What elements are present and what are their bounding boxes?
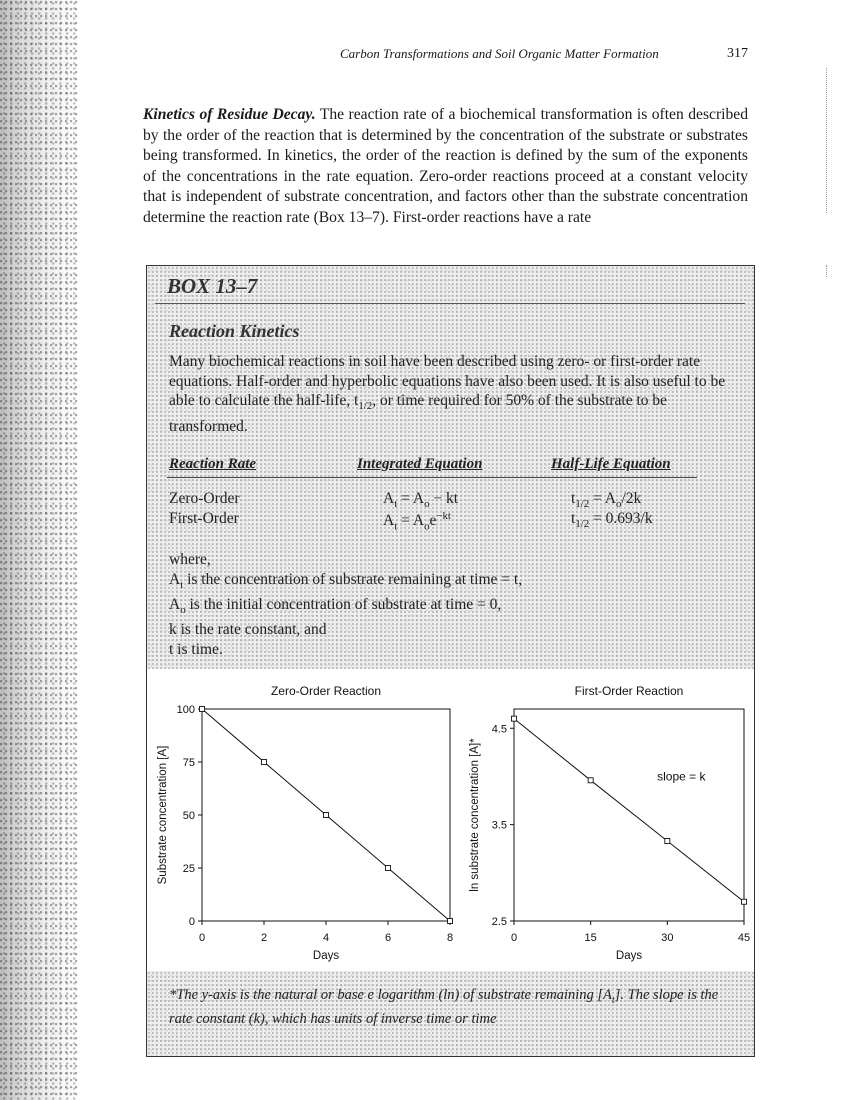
box-label: BOX 13–7 [167, 274, 258, 298]
eq-part: e [429, 512, 437, 530]
chart-title: Zero-Order Reaction [270, 684, 382, 698]
table-cell-halflife [571, 510, 653, 530]
y-tick-label: 100 [176, 704, 195, 716]
page-binding-shadow [0, 0, 78, 1100]
y-tick-label: 25 [182, 863, 195, 875]
eq-sup: −kt [436, 510, 451, 522]
box-footnote [169, 986, 739, 1029]
plot-frame [514, 709, 744, 921]
table-header-halflife: Half-Life Equation [551, 456, 671, 472]
data-point [742, 899, 747, 904]
footnote-sub: t [611, 994, 615, 1006]
table-cell-halflife [571, 490, 641, 510]
data-point [665, 839, 670, 844]
series-line [514, 719, 744, 902]
table-header-integrated: Integrated Equation [357, 456, 483, 472]
x-tick-label: 4 [322, 932, 330, 944]
data-point [200, 707, 205, 712]
x-tick-label: 2 [260, 932, 268, 944]
running-title: Carbon Transformations and Soil Organic Matter Formation [340, 46, 659, 61]
table-cell-equation [383, 510, 451, 532]
definition-k: k is the rate constant, and [169, 621, 327, 639]
table-cell-rate: First-Order [169, 510, 239, 527]
x-axis-label: Days [312, 950, 340, 962]
data-point [512, 716, 517, 721]
x-tick-label: 8 [446, 932, 454, 944]
hl-part: /2k [621, 490, 642, 507]
def-text: is the concentration of substrate remaining at time = t, [183, 571, 523, 588]
hl-part: t [571, 490, 576, 507]
data-point [448, 919, 453, 924]
paragraph-text: The reaction rate of a biochemical transformation is often described by the order of the reaction that is determined by the concentration of the substrate or substrates being transformed. In kinetics, the order of the reaction is defined by the sum of the exponents of the concentrations in the rate equation. Zero-order reactions proceed at a constant velocity that is independent of substrate concentration, and factors other than the substrate concentration determine the reaction rate (Box 13–7). First-order reactions have a rate [143, 106, 748, 226]
def-sub: o [180, 604, 186, 617]
intro-text-end: , or time required for 50% of the substrate to be transformed. [169, 392, 668, 435]
table-header-rate: Reaction Rate [169, 456, 257, 472]
margin-marks [826, 265, 829, 277]
def-text: is the initial concentration of substrate at time = 0, [185, 596, 502, 614]
hl-part: = 0.693/k [589, 510, 653, 527]
intro-sub: 1/2 [358, 400, 373, 413]
y-axis-label: Substrate concentration [A] [157, 745, 169, 885]
x-tick-label: 6 [384, 932, 392, 944]
definition-at [169, 570, 729, 595]
def-sub: t [180, 579, 184, 592]
charts-figure [147, 671, 754, 971]
eq-part: − kt [429, 490, 459, 507]
y-tick-label: 75 [182, 757, 195, 769]
hl-part: t [571, 510, 576, 527]
chart-zero-order [157, 684, 453, 962]
x-tick-label: 0 [198, 932, 206, 944]
hl-sub: 1/2 [575, 518, 590, 531]
box-heading: Reaction Kinetics [169, 321, 300, 341]
definition-ao [169, 595, 729, 620]
hl-sub: 1/2 [575, 498, 590, 511]
eq-part: = A [397, 490, 425, 507]
y-axis-label: ln substrate concentration [A]* [469, 738, 481, 892]
x-tick-label: 0 [510, 932, 518, 944]
eq-sub: t [394, 520, 398, 533]
where-label: where, [169, 551, 211, 568]
footnote-text-end: ]. The slope is the rate constant (k), which has units of inverse time or time [169, 987, 719, 1027]
eq-part: A [383, 512, 395, 530]
data-point [386, 866, 391, 871]
box-divider [155, 303, 745, 304]
def-symbol: A [169, 596, 181, 614]
data-point [324, 813, 329, 818]
paragraph-lead: Kinetics of Residue Decay. [143, 106, 316, 123]
y-tick-label: 4.5 [491, 723, 507, 736]
data-point [262, 760, 267, 765]
eq-part: A [383, 490, 395, 507]
data-point [588, 778, 593, 783]
x-tick-label: 45 [737, 932, 751, 944]
eq-part: = A [397, 512, 425, 530]
chart-first-order [469, 684, 750, 962]
footnote-text: *The y-axis is the natural or base e logarithm (ln) of substrate remaining [A [169, 987, 612, 1003]
definition-t: t is time. [169, 641, 223, 659]
x-axis-label: Days [615, 950, 643, 962]
x-tick-label: 15 [584, 932, 597, 944]
table-rule [167, 477, 697, 478]
table-cell-equation [383, 490, 458, 510]
slope-annotation: slope = k [657, 769, 706, 784]
x-tick-label: 30 [661, 932, 674, 944]
table-cell-rate: Zero-Order [169, 490, 240, 507]
margin-marks [826, 68, 829, 213]
def-symbol: A [169, 571, 181, 588]
box-intro [169, 352, 734, 436]
hl-sub: o [616, 498, 622, 511]
eq-sub: o [424, 520, 430, 533]
hl-part: = A [589, 490, 617, 507]
eq-sub: o [424, 498, 430, 511]
y-tick-label: 3.5 [491, 819, 507, 832]
chart-title: First-Order Reaction [574, 684, 684, 698]
definitions [169, 550, 729, 660]
page-number: 317 [727, 46, 748, 61]
body-paragraph [143, 105, 748, 228]
intro-text: Many biochemical reactions in soil have been described using zero- or first-order rate equations. Half-order and hyperbolic equations have also been used. It is also useful to be able to calculate the half-life, t [169, 353, 726, 409]
y-tick-label: 2.5 [491, 916, 507, 928]
box-13-7 [146, 265, 755, 1057]
y-tick-label: 50 [182, 810, 195, 822]
y-tick-label: 0 [188, 916, 195, 928]
eq-sub: t [394, 498, 398, 511]
